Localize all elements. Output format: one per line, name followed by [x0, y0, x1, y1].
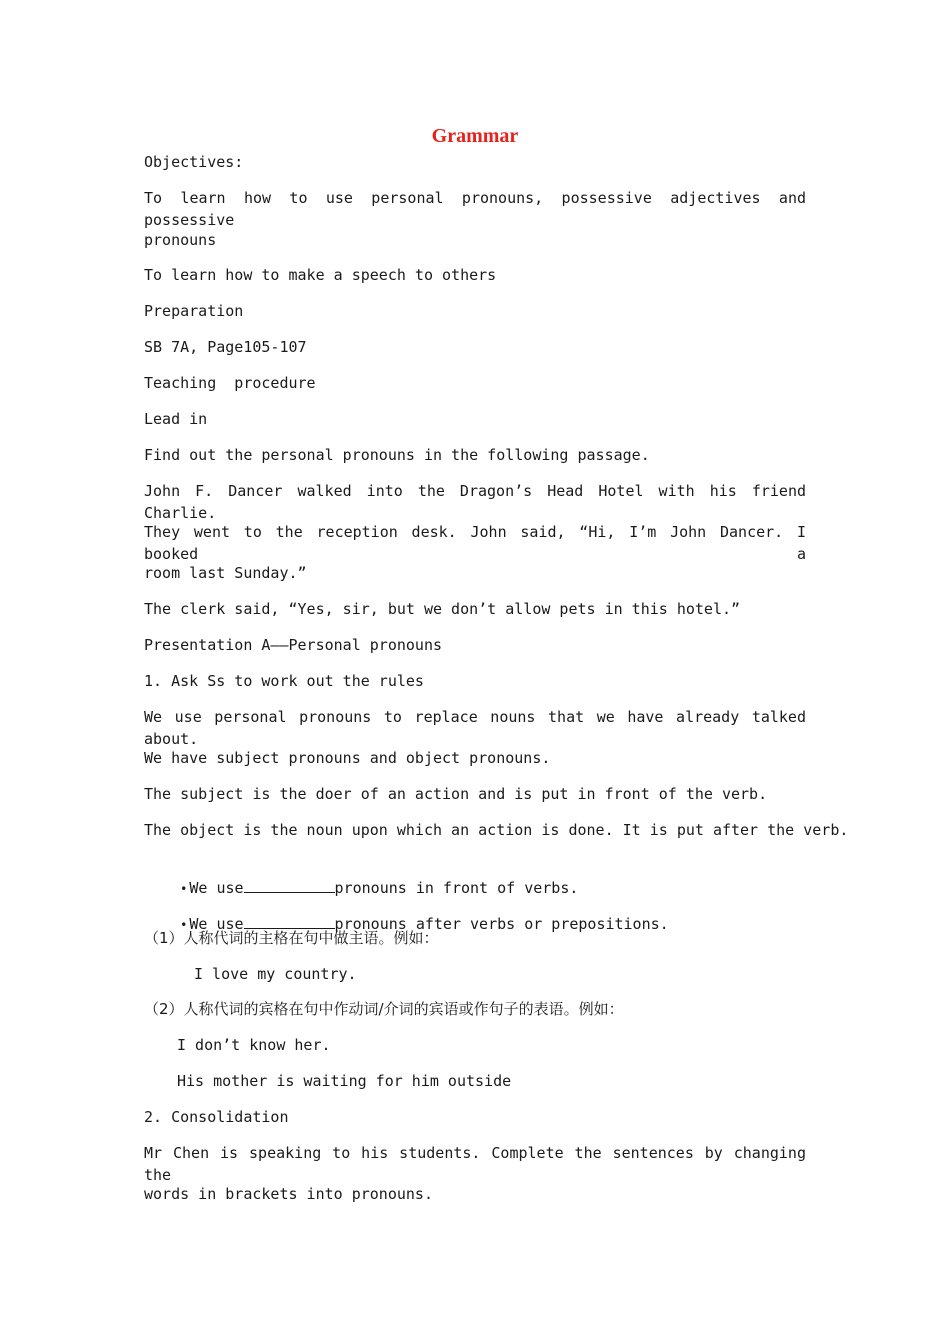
objectives-heading: Objectives: [144, 153, 244, 171]
note-1-example: I love my country. [194, 965, 357, 983]
passage-line-3: room last Sunday.” [144, 564, 307, 582]
note-1: （1）人称代词的主格在句中做主语。例如： [144, 929, 439, 947]
step-2: 2. Consolidation [144, 1108, 289, 1126]
bullet-2-prefix: We use [189, 915, 244, 933]
lead-in-heading: Lead in [144, 410, 208, 428]
note-2: （2）人称代词的宾格在句中作动词/介词的宾语或作句子的表语。例如： [144, 1000, 624, 1018]
objective-2: To learn how to make a speech to others [144, 266, 497, 284]
lead-in-task: Find out the personal pronouns in the following passage. [144, 446, 650, 464]
rule-line-4: The object is the noun upon which an action is done. It is put after the verb. [144, 821, 849, 839]
consolidation-line-1: Mr Chen is speaking to his students. Complete the sentences by changing the [144, 1144, 806, 1184]
bullet-1-prefix: We use [189, 879, 244, 897]
bullet-1-suffix: pronouns in front of verbs. [334, 879, 579, 897]
note-2-example-2: His mother is waiting for him outside [177, 1072, 512, 1090]
bullet-symbol: • [180, 882, 188, 896]
rule-line-3: The subject is the doer of an action and is put in front of the verb. [144, 785, 768, 803]
note-2-example-1: I don’t know her. [177, 1036, 331, 1054]
teaching-procedure-heading: Teaching procedure [144, 374, 316, 392]
page-title: Grammar [431, 125, 519, 147]
rule-line-2: We have subject pronouns and object pronouns. [144, 749, 551, 767]
bullet-2-suffix: pronouns after verbs or prepositions. [334, 915, 669, 933]
preparation-ref: SB 7A, Page105-107 [144, 338, 307, 356]
bullet-symbol: • [180, 918, 188, 932]
passage-line-2: They went to the reception desk. John said, “Hi, I’m John Dancer. I booked a [144, 523, 806, 563]
preparation-heading: Preparation [144, 302, 244, 320]
step-1: 1. Ask Ss to work out the rules [144, 672, 424, 690]
rule-line-1: We use personal pronouns to replace nouns that we have already talked about. [144, 708, 806, 748]
objective-1-line-1: To learn how to use personal pronouns, possessive adjectives and possessive [144, 189, 806, 229]
passage-line-1: John F. Dancer walked into the Dragon’s Head Hotel with his friend Charlie. [144, 482, 806, 522]
consolidation-line-2: words in brackets into pronouns. [144, 1185, 433, 1203]
passage-line-4: The clerk said, “Yes, sir, but we don’t allow pets in this hotel.” [144, 600, 741, 618]
presentation-a-heading: Presentation A——Personal pronouns [144, 636, 443, 654]
objective-1-line-2: pronouns [144, 231, 217, 249]
